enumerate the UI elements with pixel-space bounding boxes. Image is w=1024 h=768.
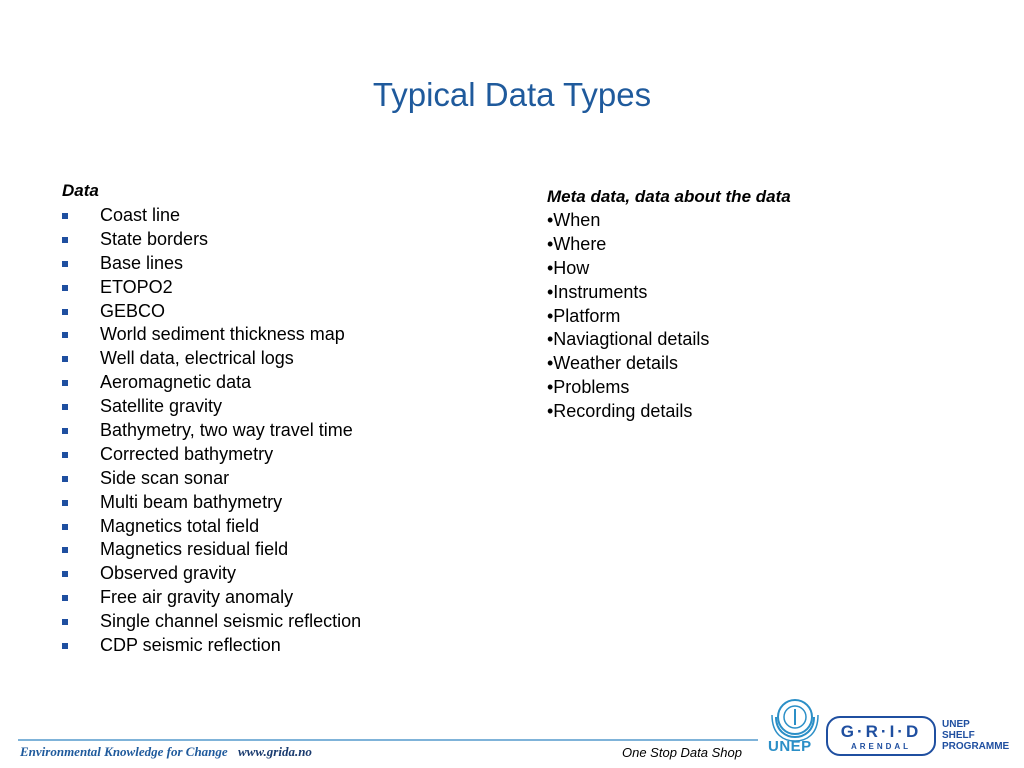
square-bullet-icon <box>62 643 68 649</box>
square-bullet-icon <box>62 309 68 315</box>
footer-divider <box>18 739 758 741</box>
square-bullet-icon <box>62 332 68 338</box>
data-list-item-label: Base lines <box>100 252 184 273</box>
metadata-list-item: •How <box>547 257 590 278</box>
data-list-item-label: CDP seismic reflection <box>100 635 281 656</box>
data-list-item <box>62 562 502 586</box>
data-list-item <box>62 419 502 443</box>
programme-line-2: SHELF <box>942 730 975 741</box>
data-list-item <box>62 515 502 539</box>
grid-logo-text: G·R·I·D <box>840 722 922 741</box>
data-list-item-label: World sediment thickness map <box>100 324 345 345</box>
data-list-item <box>62 204 502 228</box>
data-list <box>62 204 502 658</box>
square-bullet-icon <box>62 476 68 482</box>
square-bullet-icon <box>62 452 68 458</box>
metadata-list-item: •Instruments <box>547 281 648 302</box>
data-list-item-label: Magnetics total field <box>100 515 260 536</box>
unep-logo-text: UNEP <box>768 738 812 755</box>
metadata-column <box>547 186 987 424</box>
data-list-item <box>62 467 502 491</box>
data-list-item-label: Coast line <box>100 205 181 225</box>
metadata-list-item: •Where <box>547 233 607 254</box>
square-bullet-icon <box>62 213 68 219</box>
programme-line-1: UNEP <box>942 719 970 730</box>
data-list-item-label: Observed gravity <box>100 563 237 584</box>
square-bullet-icon <box>62 524 68 530</box>
square-bullet-icon <box>62 285 68 291</box>
square-bullet-icon <box>62 595 68 601</box>
data-list-item-label: ETOPO2 <box>100 276 173 297</box>
data-list-item-label: Well data, electrical logs <box>100 348 294 369</box>
data-list-item-label: GEBCO <box>100 300 166 321</box>
square-bullet-icon <box>62 237 68 243</box>
data-list-item-label: Satellite gravity <box>100 396 223 417</box>
grid-arendal-logo <box>826 716 936 756</box>
square-bullet-icon <box>62 428 68 434</box>
data-list-item-label: State borders <box>100 228 209 249</box>
square-bullet-icon <box>62 404 68 410</box>
square-bullet-icon <box>62 571 68 577</box>
data-list-item-label: Aeromagnetic data <box>100 372 252 393</box>
data-list-item <box>62 252 502 276</box>
data-heading: Data <box>62 181 99 200</box>
square-bullet-icon <box>62 380 68 386</box>
data-list-item <box>62 395 502 419</box>
footer-tagline: Environmental Knowledge for Change <box>20 744 228 759</box>
metadata-list-item: •Naviagtional details <box>547 329 710 350</box>
square-bullet-icon <box>62 547 68 553</box>
data-list-item <box>62 347 502 371</box>
data-list-item <box>62 371 502 395</box>
metadata-list <box>547 209 987 424</box>
square-bullet-icon <box>62 356 68 362</box>
data-list-item <box>62 228 502 252</box>
metadata-list-item: •Platform <box>547 305 621 326</box>
data-column <box>62 180 502 658</box>
data-list-item-label: Multi beam bathymetry <box>100 491 283 512</box>
metadata-list-item: •Weather details <box>547 353 679 374</box>
shelf-programme-logo <box>942 719 1009 752</box>
square-bullet-icon <box>62 261 68 267</box>
data-list-item <box>62 538 502 562</box>
programme-line-3: PROGRAMME <box>942 741 1010 752</box>
data-list-item-label: Corrected bathymetry <box>100 443 274 464</box>
slide-title: Typical Data Types <box>372 76 652 113</box>
data-list-item-label: Free air gravity anomaly <box>100 587 294 608</box>
data-list-item <box>62 586 502 610</box>
data-list-item <box>62 323 502 347</box>
grid-logo-subtext: ARENDAL <box>850 742 912 751</box>
data-list-item-label: Magnetics residual field <box>100 539 289 560</box>
footer-url: www.grida.no <box>238 744 312 759</box>
footer-slide-label: One Stop Data Shop <box>622 745 742 760</box>
data-list-item-label: Bathymetry, two way travel time <box>100 420 353 441</box>
data-list-item <box>62 634 502 658</box>
data-list-item-label: Single channel seismic reflection <box>100 611 362 632</box>
metadata-heading: Meta data, data about the data <box>547 187 791 206</box>
metadata-list-item: •When <box>547 210 601 230</box>
data-list-item <box>62 443 502 467</box>
data-list-item-label: Side scan sonar <box>100 467 230 488</box>
data-list-item <box>62 276 502 300</box>
square-bullet-icon <box>62 500 68 506</box>
square-bullet-icon <box>62 619 68 625</box>
data-list-item <box>62 491 502 515</box>
data-list-item <box>62 610 502 634</box>
data-list-item <box>62 300 502 324</box>
metadata-list-item: •Problems <box>547 377 630 398</box>
metadata-list-item: •Recording details <box>547 401 693 422</box>
